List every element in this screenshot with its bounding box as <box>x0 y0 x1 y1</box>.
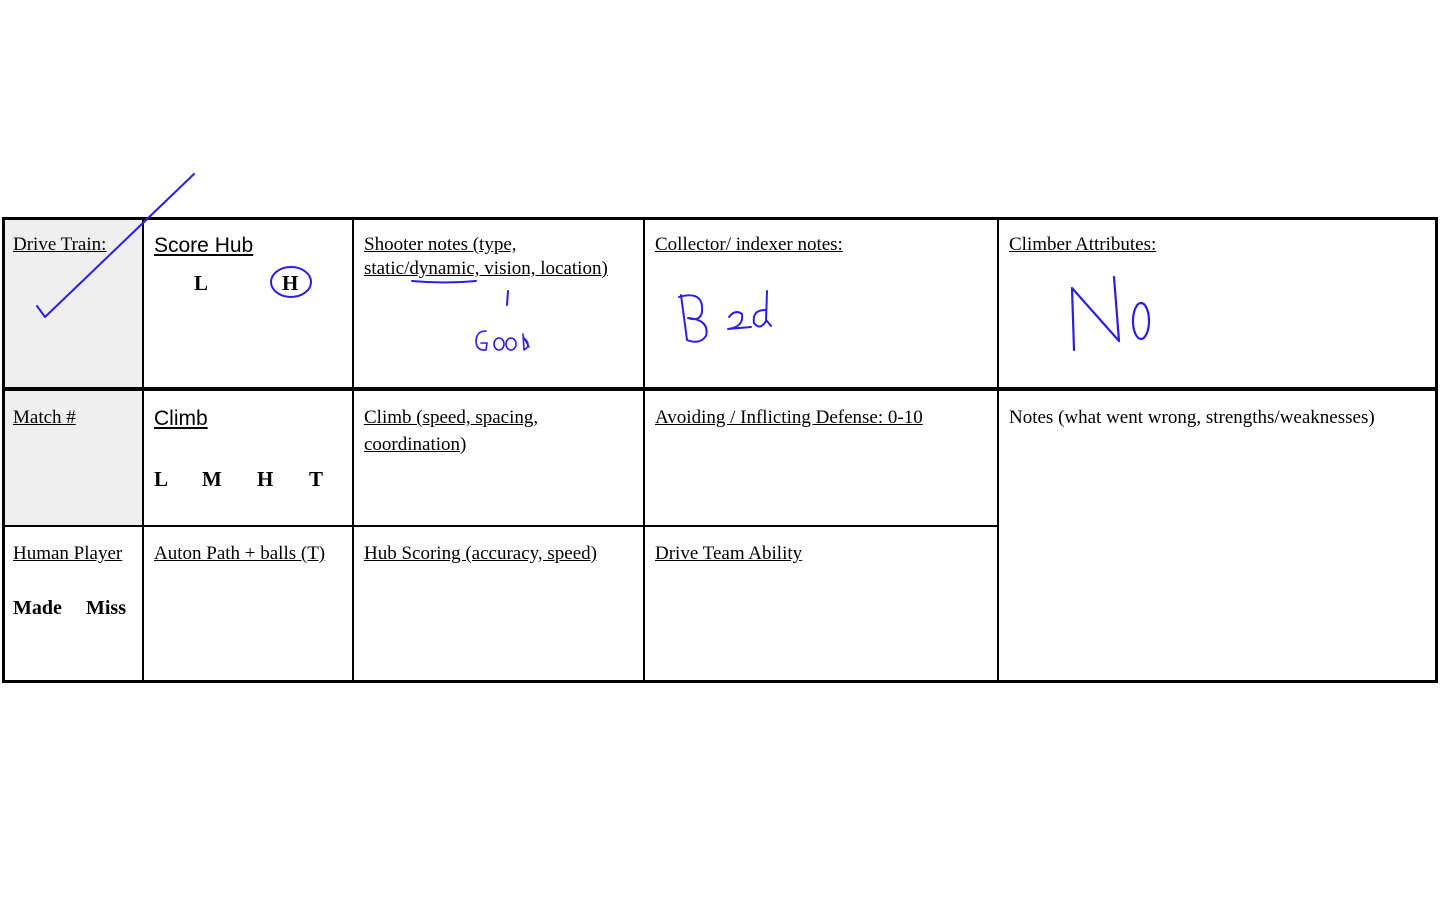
scouting-sheet <box>2 217 1438 683</box>
shooter-notes-label-line1: Shooter notes (type, <box>364 234 517 255</box>
match-number-cell <box>2 389 143 526</box>
auton-label: Auton Path + balls (T) <box>154 543 326 564</box>
human-player-made[interactable]: Made <box>13 597 62 619</box>
score-hub-option-l[interactable]: L <box>194 271 209 295</box>
climb-notes-label-line1: Climb (speed, spacing, <box>364 407 539 428</box>
climber-attributes-cell <box>998 217 1438 389</box>
match-number-label: Match # <box>13 407 76 428</box>
human-player-miss[interactable]: Miss <box>86 597 126 619</box>
score-hub-label: Score Hub <box>154 234 254 257</box>
defense-cell <box>644 389 998 526</box>
drive-team-cell <box>644 526 998 683</box>
climb-option-m[interactable]: M <box>202 467 222 491</box>
hub-scoring-label: Hub Scoring (accuracy, speed) <box>364 543 598 564</box>
drive-team-label: Drive Team Ability <box>655 543 803 564</box>
drive-train-cell <box>2 217 143 389</box>
notes-label: Notes (what went wrong, strengths/weaknesses) <box>1009 407 1375 428</box>
climber-attributes-label: Climber Attributes: <box>1009 234 1157 255</box>
shooter-notes-cell <box>353 217 644 389</box>
human-player-label: Human Player <box>13 543 123 564</box>
human-player-cell <box>2 526 143 683</box>
row-divider <box>2 387 1438 391</box>
auton-cell <box>143 526 353 683</box>
collector-notes-label: Collector/ indexer notes: <box>655 234 843 255</box>
climb-notes-cell <box>353 389 644 526</box>
climb-label: Climb <box>154 407 208 430</box>
climb-option-l[interactable]: L <box>154 467 169 491</box>
shooter-notes-label-line2: static/dynamic, vision, location) <box>364 258 608 279</box>
defense-label: Avoiding / Inflicting Defense: 0-10 <box>655 407 923 428</box>
climb-notes-label-line2: coordination) <box>364 434 467 455</box>
climb-option-h[interactable]: H <box>257 467 274 491</box>
notes-cell <box>998 389 1438 683</box>
collector-notes-cell <box>644 217 998 389</box>
score-hub-cell <box>143 217 353 389</box>
drive-train-label: Drive Train: <box>13 234 107 255</box>
hub-scoring-cell <box>353 526 644 683</box>
climb-cell <box>143 389 353 526</box>
score-hub-option-h[interactable]: H <box>282 271 299 295</box>
climb-option-t[interactable]: T <box>309 467 324 491</box>
